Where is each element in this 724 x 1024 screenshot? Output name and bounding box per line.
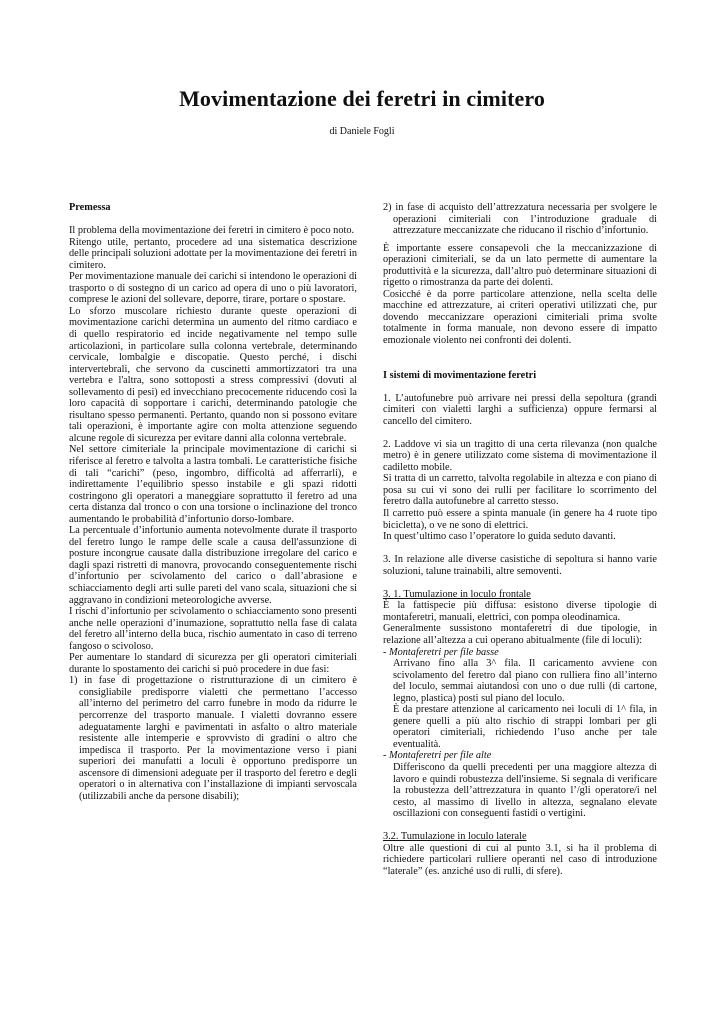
subitem-file-basse: - Montaferetri per file basse [383,646,499,658]
section-heading-premessa: Premessa [69,202,111,213]
paragraph: È la fattispecie più diffusa: esistono diverse tipologie di montaferetri, manuali, elettrici, con pompa oleodinamica. [383,600,657,623]
subheading-3-2: 3.2. Tumulazione in loculo laterale [383,831,527,843]
paragraph: Per movimentazione manuale dei carichi si intendono le operazioni di trasporto o di sostegno di un carico ad opera di uno o più lavoratori, comprese le azioni del sollevare, deporre, tirare, portare o spostare. [69,271,357,306]
list-item-1: 1) in fase di progettazione o ristrutturazione di un cimitero è consigliabile predisporre vialetti che permettano l’accesso all’interno del perimetro del carro funebre in modo da ridurre le percorrenze del trasporto manuale. I vialetti dovranno essere adeguatamente larghi e pavimentati in asfalto o altro materiale resistente alle intemperie e sprovvisto di gradini o altro che impedisca il trasporto. Per la movimentazione verso i piani superiori dei manufatti a loculi è opportuno predisporre un ascensore di dimensioni adeguate per il trasporto del feretro e degli operatori o in alternativa con l’installazione di impianti servoscala (utilizzabili anche da persone disabili); [69,675,357,802]
paragraph: La percentuale d’infortunio aumenta notevolmente durate il trasporto del feretro lungo le rampe delle scale a causa dell'assunzione di posture incongrue causate dalla distribuzione irregolare del carico e dagli spazi ristretti di manovra, provocando conseguentemente rischi d’infortunio per scivolamento del carico o dall’abrasione e schiacciamento degli arti sulle pareti del vano scala, situazioni che si aggravano in condizioni meteorologiche avverse. [69,525,357,606]
paragraph: Oltre alle questioni di cui al punto 3.1, si ha il problema di richiedere particolari rulliere operanti nel caso di introduzione “laterale” (es. anziché uso di rulli, di sfere). [383,842,657,877]
paragraph: Per aumentare lo standard di sicurezza per gli operatori cimiteriali durante lo spostamento dei carichi si può procedere in due fasi: [69,652,357,675]
paragraph: Nel settore cimiteriale la principale movimentazione di carichi si riferisce al feretro e talvolta a lastra tombali. Le caratteristiche fisiche di tali “carichi” (peso, ingombro, difficoltà ad afferrarli), e indirettamente l’equilibrio spesso instabile e gli spazi ridotti costringono gli operatori a maneggiare soprattutto il feretro ad una certa distanza dal tronco o con una torsione o inclinazione del tronco aumentando le probabilità d’infortunio dorso-lombare. [69,444,357,525]
paragraph: Arrivano fino alla 3^ fila. Il caricamento avviene con scivolamento del feretro dal piano con rulliera fino all’interno del loculo, semmai aiutandosi con uno o due rulli (di cartone, legno, plastica) posti sul piano del loculo. [393,658,657,704]
paragraph: 2. Laddove vi sia un tragitto di una certa rilevanza (non qualche metro) è in genere utilizzato come sistema di movimentazione il cadiletto mobile. [383,438,657,473]
paragraph: Il carretto può essere a spinta manuale (in genere ha 4 ruote tipo bicicletta), o ve ne sono di elettrici. [383,508,657,531]
paragraph: 3. In relazione alle diverse casistiche di sepoltura si hanno varie soluzioni, talune trainabili, altre semoventi. [383,554,657,577]
paragraph: 1. L’autofunebre può arrivare nei pressi della sepoltura (grandi cimiteri con vialetti larghi a sufficienza) oppure fermarsi al cancello del cimitero. [383,392,657,427]
paragraph: È importante essere consapevoli che la meccanizzazione di operazioni cimiteriali, se da un lato permette di aumentare la produttività e la sicurezza, dall’altro può determinare situazioni di rigetto o rimostranza da parte dei dolenti. [383,242,657,289]
paragraph: Il problema della movimentazione dei feretri in cimitero è poco noto. [69,225,355,237]
paragraph: Lo sforzo muscolare richiesto durante queste operazioni di movimentazione carichi determina un aumento del ritmo cardiaco e di quello respiratorio ed incide negativamente nel tempo sulle articolazioni, in particolare sulla colonna vertebrale, determinando cervicale, lombalgie e discopatie. Questo perché, i dischi intervertebrali, che servono da cuscinetti ammortizzatori tra una vertebra e l'altra, sono sottoposti a stress compressivi (dovuti al sollevamento di pesi) ed invecchiano precocemente riducendo così la loro capacità di sopportare i carichi, determinando patologie che risultano spesso permanenti. Pertanto, quando non si possono evitare tali operazioni, è importante agire con molta attenzione seguendo alcune regole di sicurezza per evitare danni alla colonna vertebrale. [69,305,357,444]
paragraph: Si tratta di un carretto, talvolta regolabile in altezza e con piano di posa su cui vi sono dei rulli per facilitare lo scorrimento del feretro dalla autofunebre al carretto stesso. [383,473,657,508]
paragraph: Generalmente sussistono montaferetri di due tipologie, in relazione all’altezza a cui operano abitualmente (file di loculi): [383,623,657,646]
list-item-2: 2) in fase di acquisto dell’attrezzatura necessaria per svolgere le operazioni cimiteriali con l’introduzione graduale di attrezzature meccanizzate che riducano il rischio d’infortunio. [383,202,657,237]
paragraph: I rischi d’infortunio per scivolamento o schiacciamento sono presenti anche nelle operazioni d’inumazione, soprattutto nella fase di calata del feretro all’interno della buca, rischio aumentato in caso di terreno fangoso o scivoloso. [69,606,357,652]
right-column [383,202,657,877]
page-title: Movimentazione dei feretri in cimitero [179,86,545,111]
paragraph: È da prestare attenzione al caricamento nei loculi di 1^ fila, in genere quelli a più alto rischio di strappi lombari per gli operatori cimiteriali, richiedendo l’uso anche per tale eventualità. [393,704,657,750]
left-column [69,202,357,802]
section-heading-sistemi: I sistemi di movimentazione feretri [383,369,537,381]
paragraph: In quest’ultimo caso l’operatore lo guida seduto davanti. [383,531,616,543]
subheading-3-1: 3. 1. Tumulazione in loculo frontale [383,588,531,600]
paragraph: Ritengo utile, pertanto, procedere ad una sistematica descrizione delle principali soluzioni adottate per la movimentazione dei feretri in cimitero. [69,236,357,271]
paragraph: Cosicché è da porre particolare attenzione, nella scelta delle macchine ed attrezzature, ai criteri operativi utilizzati che, pur dovendo meccanizzare operazioni cimiteriali prima svolte totalmente in forma manuale, non devono essere di impatto emozionale violento nei confronti dei dolenti. [383,288,657,347]
subitem-file-alte: - Montaferetri per file alte [383,750,492,762]
author-line: di Daniele Fogli [329,126,395,137]
paragraph: Differiscono da quelli precedenti per una maggiore altezza di lavoro e quindi robustezza dell'insieme. Si segnala di verificare la robustezza dell’attrezzatura in quanto l’/gli operatore/i nel cesto, al massimo di livello in altezza, segnalano elevate oscillazioni con conseguenti fastidi o vertigini. [393,761,657,820]
